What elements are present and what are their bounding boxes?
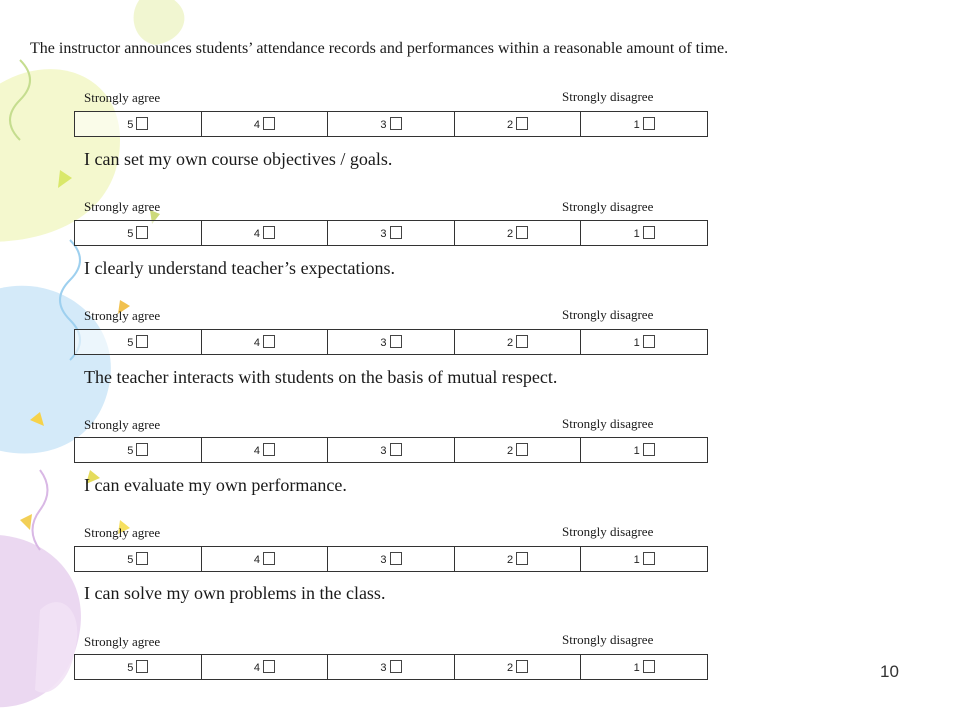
strongly-disagree-label: Strongly disagree [562, 89, 654, 104]
option-4[interactable]: 4 [201, 112, 328, 137]
option-4[interactable]: 4 [201, 221, 328, 246]
checkbox[interactable] [643, 660, 655, 673]
checkbox[interactable] [516, 117, 528, 130]
question-text: I can set my own course objectives / goals. [84, 149, 393, 169]
option-3[interactable]: 3 [328, 330, 455, 355]
option-2[interactable]: 2 [454, 330, 581, 355]
question-text: The teacher interacts with students on the basis of mutual respect. [84, 367, 558, 387]
rating-scale [74, 546, 708, 572]
rating-scale [74, 329, 708, 355]
checkbox[interactable] [643, 226, 655, 239]
checkbox[interactable] [643, 335, 655, 348]
strongly-disagree-label: Strongly disagree [562, 307, 654, 322]
option-1[interactable]: 1 [581, 221, 708, 246]
checkbox[interactable] [136, 335, 148, 348]
option-5[interactable]: 5 [75, 655, 202, 680]
checkbox[interactable] [516, 660, 528, 673]
option-3[interactable]: 3 [328, 547, 455, 572]
checkbox[interactable] [136, 443, 148, 456]
option-1[interactable]: 1 [581, 330, 708, 355]
option-2[interactable]: 2 [454, 221, 581, 246]
option-2[interactable]: 2 [454, 112, 581, 137]
option-5[interactable]: 5 [75, 330, 202, 355]
strongly-disagree-label: Strongly disagree [562, 632, 654, 647]
checkbox[interactable] [136, 226, 148, 239]
strongly-disagree-label: Strongly disagree [562, 199, 654, 214]
checkbox[interactable] [390, 443, 402, 456]
checkbox[interactable] [136, 117, 148, 130]
option-4[interactable]: 4 [201, 655, 328, 680]
option-5[interactable]: 5 [75, 112, 202, 137]
option-1[interactable]: 1 [581, 112, 708, 137]
strongly-agree-label: Strongly agree [84, 525, 161, 540]
question-text: I can solve my own problems in the class. [84, 583, 386, 603]
option-4[interactable]: 4 [201, 330, 328, 355]
option-3[interactable]: 3 [328, 112, 455, 137]
checkbox[interactable] [516, 226, 528, 239]
checkbox[interactable] [643, 443, 655, 456]
strongly-agree-label: Strongly agree [84, 417, 161, 432]
checkbox[interactable] [263, 443, 275, 456]
checkbox[interactable] [263, 117, 275, 130]
checkbox[interactable] [390, 226, 402, 239]
strongly-agree-label: Strongly agree [84, 199, 161, 214]
checkbox[interactable] [263, 335, 275, 348]
checkbox[interactable] [643, 117, 655, 130]
checkbox[interactable] [263, 660, 275, 673]
option-4[interactable]: 4 [201, 547, 328, 572]
option-1[interactable]: 1 [581, 655, 708, 680]
checkbox[interactable] [263, 226, 275, 239]
option-3[interactable]: 3 [328, 655, 455, 680]
checkbox[interactable] [516, 335, 528, 348]
option-2[interactable]: 2 [454, 655, 581, 680]
rating-scale [74, 654, 708, 680]
checkbox[interactable] [390, 660, 402, 673]
option-3[interactable]: 3 [328, 221, 455, 246]
checkbox[interactable] [643, 552, 655, 565]
question-text: I clearly understand teacher’s expectations. [84, 258, 396, 278]
page-number: 10 [880, 662, 899, 681]
strongly-disagree-label: Strongly disagree [562, 416, 654, 431]
checkbox[interactable] [136, 660, 148, 673]
strongly-agree-label: Strongly agree [84, 308, 161, 323]
option-5[interactable]: 5 [75, 547, 202, 572]
checkbox[interactable] [390, 117, 402, 130]
option-1[interactable]: 1 [581, 438, 708, 463]
strongly-agree-label: Strongly agree [84, 90, 161, 105]
option-4[interactable]: 4 [201, 438, 328, 463]
rating-scale [74, 111, 708, 137]
rating-scale [74, 220, 708, 246]
option-2[interactable]: 2 [454, 438, 581, 463]
page-title: The instructor announces students’ attendance records and performances within a reasonable amount of time. [30, 40, 729, 57]
rating-scale [74, 437, 708, 463]
strongly-agree-label: Strongly agree [84, 634, 161, 649]
checkbox[interactable] [516, 443, 528, 456]
option-5[interactable]: 5 [75, 221, 202, 246]
option-5[interactable]: 5 [75, 438, 202, 463]
checkbox[interactable] [263, 552, 275, 565]
question-text: I can evaluate my own performance. [84, 475, 347, 495]
strongly-disagree-label: Strongly disagree [562, 524, 654, 539]
checkbox[interactable] [136, 552, 148, 565]
checkbox[interactable] [516, 552, 528, 565]
option-1[interactable]: 1 [581, 547, 708, 572]
option-2[interactable]: 2 [454, 547, 581, 572]
checkbox[interactable] [390, 335, 402, 348]
option-3[interactable]: 3 [328, 438, 455, 463]
checkbox[interactable] [390, 552, 402, 565]
